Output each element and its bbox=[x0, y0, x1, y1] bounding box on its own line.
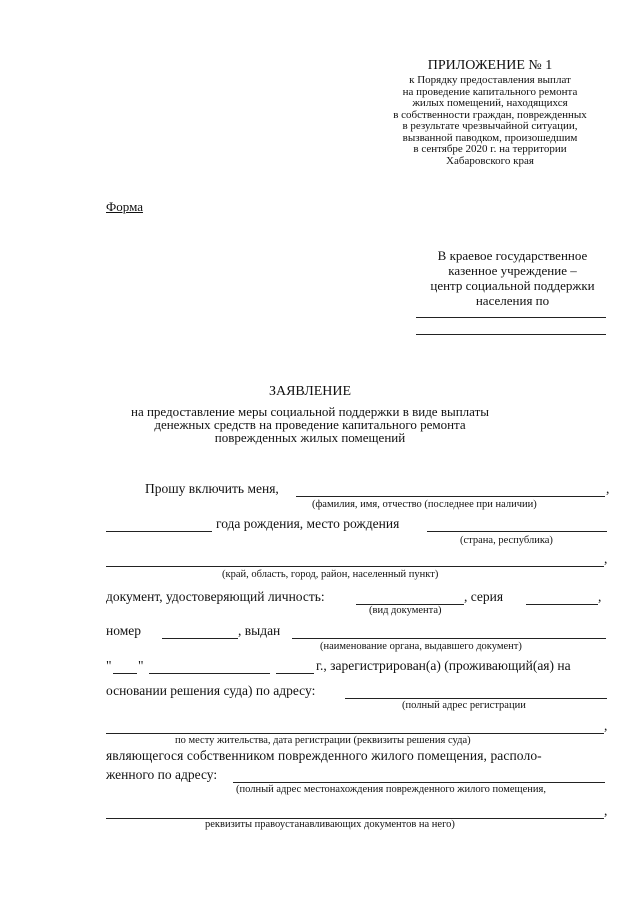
form-label: Форма bbox=[106, 199, 143, 214]
addressee-line: населения по bbox=[475, 293, 550, 308]
comma: , bbox=[598, 589, 602, 604]
owner-line-1: являющегося собственником поврежденного жилого помещения, располо- bbox=[106, 748, 542, 763]
birth-text: года рождения, место рождения bbox=[216, 516, 400, 531]
caption-full-address: (полный адрес регистрации bbox=[402, 700, 526, 711]
comma: , bbox=[604, 718, 608, 733]
owner-line-2: женного по адресу: bbox=[106, 767, 218, 782]
appendix-line: Хабаровского края bbox=[446, 154, 534, 167]
appendix-line: в сентябре 2020 г. на территории bbox=[413, 143, 567, 155]
issued-text: , выдан bbox=[238, 623, 281, 638]
number-field[interactable] bbox=[162, 638, 238, 639]
subtitle-line: поврежденных жилых помещений bbox=[214, 430, 406, 445]
court-text: основании решения суда) по адресу: bbox=[106, 683, 316, 698]
series-field[interactable] bbox=[526, 604, 598, 605]
addressee-field-1[interactable] bbox=[416, 317, 606, 318]
appendix-subtitle bbox=[360, 75, 620, 167]
caption-residence: по месту жительства, дата регистрации (реквизиты решения суда) bbox=[175, 735, 471, 746]
quote-close: " bbox=[138, 658, 144, 673]
addressee-line: центр социальной поддержки bbox=[430, 278, 595, 293]
document-text: документ, удостоверяющий личность: bbox=[106, 589, 325, 604]
month-field[interactable] bbox=[149, 673, 270, 674]
statement-title: ЗАЯВЛЕНИЕ bbox=[268, 384, 352, 399]
subtitle-line: на предоставление меры социальной поддержки в виде выплаты bbox=[130, 404, 489, 419]
birthplace-field[interactable] bbox=[427, 531, 607, 532]
addressee-block bbox=[405, 248, 620, 308]
caption-requisites: реквизиты правоустанавливающих документов на него) bbox=[205, 819, 455, 830]
caption-doc-type: (вид документа) bbox=[369, 605, 442, 616]
fio-field[interactable] bbox=[296, 496, 605, 497]
region-field[interactable] bbox=[106, 566, 604, 567]
caption-issuer: (наименование органа, выдавшего документ) bbox=[320, 641, 522, 652]
registered-text: г., зарегистрирован(а) (проживающий(ая) на bbox=[316, 658, 571, 673]
addressee-line: казенное учреждение – bbox=[448, 263, 577, 278]
comma: , bbox=[604, 803, 608, 818]
addressee-field-2[interactable] bbox=[416, 334, 606, 335]
request-prefix: Прошу включить меня, bbox=[145, 481, 279, 496]
appendix-block bbox=[360, 58, 620, 167]
comma: , bbox=[606, 481, 610, 496]
appendix-line: к Порядку предоставления выплат bbox=[409, 74, 571, 86]
quote-open: " bbox=[106, 658, 112, 673]
property-address-field[interactable] bbox=[233, 782, 605, 783]
caption-location: (полный адрес местонахождения поврежденного жилого помещения, bbox=[236, 784, 546, 795]
appendix-title: ПРИЛОЖЕНИЕ № 1 bbox=[427, 58, 553, 73]
issuer-field[interactable] bbox=[292, 638, 606, 639]
appendix-line: жилых помещений, находящихся bbox=[412, 97, 568, 109]
subtitle-line: денежных средств на проведение капитального ремонта bbox=[154, 417, 466, 432]
appendix-line: на проведение капитального ремонта bbox=[402, 85, 578, 98]
appendix-line: вызванной паводком, произошедшим bbox=[402, 131, 578, 144]
appendix-line: в собственности граждан, поврежденных bbox=[393, 108, 587, 121]
year-field[interactable] bbox=[276, 673, 314, 674]
birth-year-field[interactable] bbox=[106, 531, 212, 532]
caption-region: (край, область, город, район, населенный пункт) bbox=[222, 569, 439, 580]
residence-field[interactable] bbox=[106, 733, 604, 734]
number-text: номер bbox=[106, 623, 142, 638]
caption-country: (страна, республика) bbox=[460, 535, 553, 546]
statement-subtitle bbox=[100, 405, 520, 444]
caption-fio: (фамилия, имя, отчество (последнее при наличии) bbox=[312, 499, 537, 510]
addressee-line: В краевое государственное bbox=[437, 248, 588, 263]
comma: , bbox=[604, 551, 608, 566]
address-field[interactable] bbox=[345, 698, 607, 699]
series-text: , серия bbox=[464, 589, 504, 604]
day-field[interactable] bbox=[113, 673, 137, 674]
appendix-line: в результате чрезвычайной ситуации, bbox=[402, 120, 578, 132]
